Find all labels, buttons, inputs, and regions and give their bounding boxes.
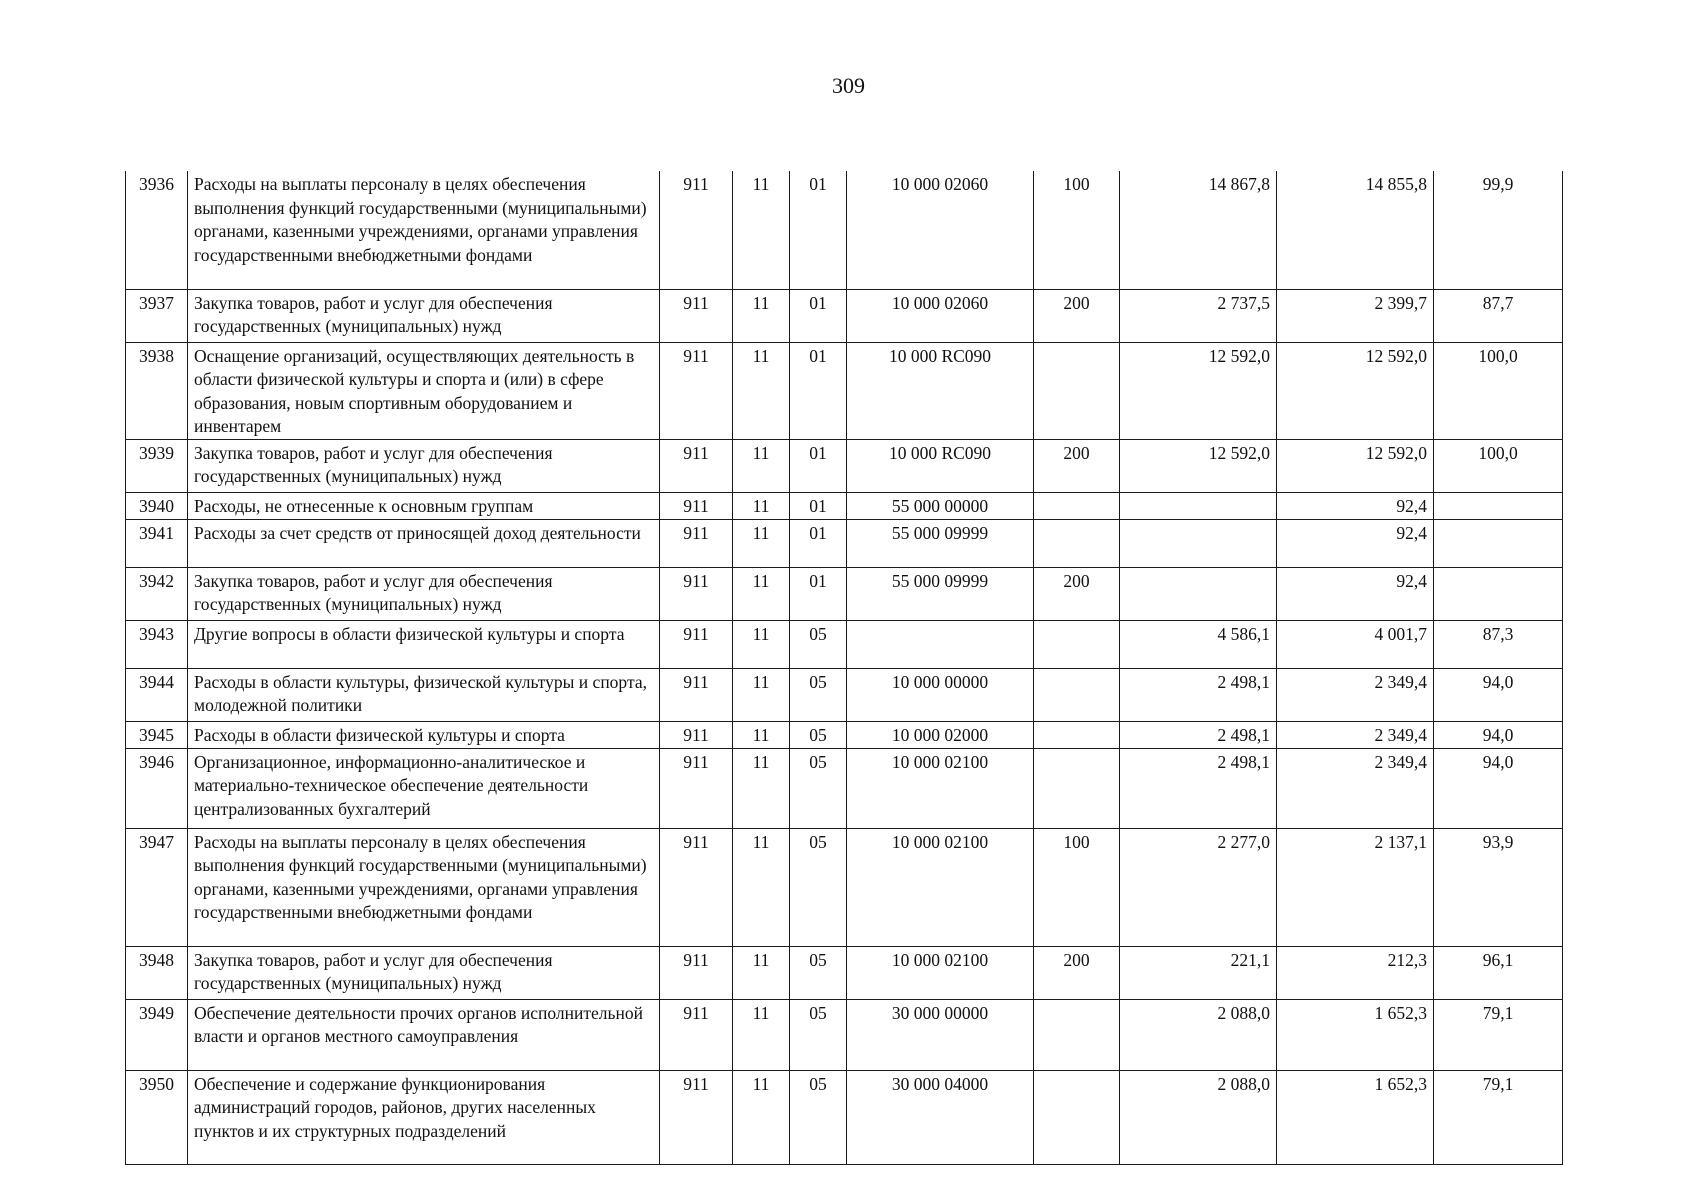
table-row (126, 721, 1563, 748)
target-article-code-cell: 55 000 09999 (847, 567, 1034, 620)
target-article-code-cell: 55 000 09999 (847, 519, 1034, 567)
actual-amount-cell: 2 137,1 (1277, 828, 1434, 946)
section-code-cell: 11 (733, 620, 790, 668)
plan-amount-cell (1120, 519, 1277, 567)
actual-amount-cell: 92,4 (1277, 519, 1434, 567)
target-article-code-cell: 30 000 04000 (847, 1070, 1034, 1164)
expense-type-code-cell (1034, 999, 1120, 1070)
expense-name-cell: Расходы на выплаты персоналу в целях обеспечения выполнения функций государственными (муниципальными) органами, казенными учреждениями, органами управления государственными внебюджетными фондами (188, 171, 660, 289)
plan-amount-cell: 14 867,8 (1120, 171, 1277, 289)
expense-name-cell: Расходы в области культуры, физической культуры и спорта, молодежной политики (188, 668, 660, 721)
section-code-cell: 11 (733, 721, 790, 748)
subsection-code-cell: 05 (790, 620, 847, 668)
plan-amount-cell (1120, 492, 1277, 519)
ved-code-cell: 911 (660, 519, 733, 567)
section-code-cell: 11 (733, 519, 790, 567)
target-article-code-cell: 10 000 02060 (847, 171, 1034, 289)
expense-name-cell: Закупка товаров, работ и услуг для обеспечения государственных (муниципальных) нужд (188, 567, 660, 620)
execution-percent-cell: 87,3 (1434, 620, 1563, 668)
expense-name-cell: Расходы на выплаты персоналу в целях обеспечения выполнения функций государственными (муниципальными) органами, казенными учреждениями, органами управления государственными внебюджетными фондами (188, 828, 660, 946)
expense-name-cell: Расходы в области физической культуры и спорта (188, 721, 660, 748)
ved-code-cell: 911 (660, 828, 733, 946)
actual-amount-cell: 4 001,7 (1277, 620, 1434, 668)
row-number-cell: 3940 (126, 492, 188, 519)
actual-amount-cell: 92,4 (1277, 567, 1434, 620)
expense-name-cell: Другие вопросы в области физической культуры и спорта (188, 620, 660, 668)
table-row (126, 439, 1563, 492)
actual-amount-cell: 2 399,7 (1277, 289, 1434, 342)
execution-percent-cell: 87,7 (1434, 289, 1563, 342)
section-code-cell: 11 (733, 748, 790, 828)
target-article-code-cell: 10 000 02100 (847, 828, 1034, 946)
row-number-cell: 3942 (126, 567, 188, 620)
section-code-cell: 11 (733, 439, 790, 492)
expense-type-code-cell (1034, 721, 1120, 748)
execution-percent-cell: 100,0 (1434, 342, 1563, 439)
row-number-cell: 3939 (126, 439, 188, 492)
table-row (126, 999, 1563, 1070)
actual-amount-cell: 2 349,4 (1277, 721, 1434, 748)
expense-name-cell: Расходы, не отнесенные к основным группам (188, 492, 660, 519)
row-number-cell: 3937 (126, 289, 188, 342)
row-number-cell: 3943 (126, 620, 188, 668)
subsection-code-cell: 05 (790, 721, 847, 748)
row-number-cell: 3944 (126, 668, 188, 721)
target-article-code-cell: 30 000 00000 (847, 999, 1034, 1070)
ved-code-cell: 911 (660, 748, 733, 828)
target-article-code-cell: 10 000 RC090 (847, 342, 1034, 439)
target-article-code-cell: 10 000 02100 (847, 748, 1034, 828)
expense-name-cell: Закупка товаров, работ и услуг для обеспечения государственных (муниципальных) нужд (188, 439, 660, 492)
plan-amount-cell: 2 088,0 (1120, 999, 1277, 1070)
row-number-cell: 3948 (126, 946, 188, 999)
plan-amount-cell: 12 592,0 (1120, 342, 1277, 439)
table-row (126, 668, 1563, 721)
execution-percent-cell: 96,1 (1434, 946, 1563, 999)
plan-amount-cell: 221,1 (1120, 946, 1277, 999)
section-code-cell: 11 (733, 828, 790, 946)
row-number-cell: 3949 (126, 999, 188, 1070)
target-article-code-cell: 55 000 00000 (847, 492, 1034, 519)
target-article-code-cell: 10 000 02000 (847, 721, 1034, 748)
subsection-code-cell: 01 (790, 519, 847, 567)
plan-amount-cell: 2 737,5 (1120, 289, 1277, 342)
ved-code-cell: 911 (660, 1070, 733, 1164)
subsection-code-cell: 01 (790, 289, 847, 342)
actual-amount-cell: 212,3 (1277, 946, 1434, 999)
expense-type-code-cell: 200 (1034, 567, 1120, 620)
subsection-code-cell: 01 (790, 342, 847, 439)
target-article-code-cell: 10 000 00000 (847, 668, 1034, 721)
execution-percent-cell: 79,1 (1434, 999, 1563, 1070)
section-code-cell: 11 (733, 999, 790, 1070)
execution-percent-cell: 79,1 (1434, 1070, 1563, 1164)
expense-type-code-cell: 200 (1034, 289, 1120, 342)
expense-name-cell: Расходы за счет средств от приносящей доход деятельности (188, 519, 660, 567)
section-code-cell: 11 (733, 946, 790, 999)
row-number-cell: 3938 (126, 342, 188, 439)
execution-percent-cell (1434, 519, 1563, 567)
row-number-cell: 3936 (126, 171, 188, 289)
expense-type-code-cell (1034, 342, 1120, 439)
subsection-code-cell: 01 (790, 567, 847, 620)
actual-amount-cell: 1 652,3 (1277, 1070, 1434, 1164)
expense-type-code-cell: 200 (1034, 439, 1120, 492)
expense-name-cell: Закупка товаров, работ и услуг для обеспечения государственных (муниципальных) нужд (188, 946, 660, 999)
execution-percent-cell: 94,0 (1434, 748, 1563, 828)
section-code-cell: 11 (733, 567, 790, 620)
table-row (126, 171, 1563, 289)
plan-amount-cell: 2 088,0 (1120, 1070, 1277, 1164)
execution-percent-cell: 94,0 (1434, 668, 1563, 721)
subsection-code-cell: 01 (790, 492, 847, 519)
table-body (126, 171, 1563, 1164)
plan-amount-cell: 2 498,1 (1120, 721, 1277, 748)
section-code-cell: 11 (733, 668, 790, 721)
budget-table (125, 171, 1563, 1165)
section-code-cell: 11 (733, 492, 790, 519)
execution-percent-cell: 99,9 (1434, 171, 1563, 289)
expense-name-cell: Закупка товаров, работ и услуг для обеспечения государственных (муниципальных) нужд (188, 289, 660, 342)
subsection-code-cell: 01 (790, 439, 847, 492)
section-code-cell: 11 (733, 289, 790, 342)
expense-type-code-cell: 100 (1034, 171, 1120, 289)
row-number-cell: 3946 (126, 748, 188, 828)
target-article-code-cell: 10 000 02100 (847, 946, 1034, 999)
expense-name-cell: Оснащение организаций, осуществляющих деятельность в области физической культуры и спорта и (или) в сфере образования, новым спортивным оборудованием и инвентарем (188, 342, 660, 439)
expense-name-cell: Обеспечение деятельности прочих органов исполнительной власти и органов местного самоуправления (188, 999, 660, 1070)
execution-percent-cell: 100,0 (1434, 439, 1563, 492)
expense-type-code-cell (1034, 1070, 1120, 1164)
table-row (126, 946, 1563, 999)
target-article-code-cell (847, 620, 1034, 668)
section-code-cell: 11 (733, 171, 790, 289)
subsection-code-cell: 05 (790, 668, 847, 721)
expense-type-code-cell: 200 (1034, 946, 1120, 999)
page-number: 309 (832, 73, 865, 98)
execution-percent-cell (1434, 492, 1563, 519)
target-article-code-cell: 10 000 02060 (847, 289, 1034, 342)
plan-amount-cell (1120, 567, 1277, 620)
subsection-code-cell: 05 (790, 946, 847, 999)
table-row (126, 289, 1563, 342)
section-code-cell: 11 (733, 1070, 790, 1164)
plan-amount-cell: 2 498,1 (1120, 748, 1277, 828)
expense-name-cell: Обеспечение и содержание функционирования администраций городов, районов, других населенных пунктов и их структурных подразделений (188, 1070, 660, 1164)
target-article-code-cell: 10 000 RC090 (847, 439, 1034, 492)
ved-code-cell: 911 (660, 567, 733, 620)
ved-code-cell: 911 (660, 171, 733, 289)
expense-type-code-cell (1034, 748, 1120, 828)
row-number-cell: 3947 (126, 828, 188, 946)
expense-type-code-cell: 100 (1034, 828, 1120, 946)
actual-amount-cell: 14 855,8 (1277, 171, 1434, 289)
plan-amount-cell: 2 498,1 (1120, 668, 1277, 721)
actual-amount-cell: 12 592,0 (1277, 342, 1434, 439)
execution-percent-cell: 93,9 (1434, 828, 1563, 946)
expense-type-code-cell (1034, 519, 1120, 567)
expense-name-cell: Организационное, информационно-аналитическое и материально-техническое обеспечение деятельности централизованных бухгалтерий (188, 748, 660, 828)
section-code-cell: 11 (733, 342, 790, 439)
table-row (126, 567, 1563, 620)
actual-amount-cell: 2 349,4 (1277, 748, 1434, 828)
actual-amount-cell: 1 652,3 (1277, 999, 1434, 1070)
table-row (126, 620, 1563, 668)
table-row (126, 342, 1563, 439)
subsection-code-cell: 05 (790, 748, 847, 828)
actual-amount-cell: 12 592,0 (1277, 439, 1434, 492)
row-number-cell: 3945 (126, 721, 188, 748)
ved-code-cell: 911 (660, 721, 733, 748)
ved-code-cell: 911 (660, 342, 733, 439)
row-number-cell: 3950 (126, 1070, 188, 1164)
plan-amount-cell: 12 592,0 (1120, 439, 1277, 492)
table-row (126, 519, 1563, 567)
execution-percent-cell (1434, 567, 1563, 620)
expense-type-code-cell (1034, 668, 1120, 721)
ved-code-cell: 911 (660, 668, 733, 721)
ved-code-cell: 911 (660, 999, 733, 1070)
ved-code-cell: 911 (660, 620, 733, 668)
subsection-code-cell: 05 (790, 828, 847, 946)
ved-code-cell: 911 (660, 439, 733, 492)
subsection-code-cell: 01 (790, 171, 847, 289)
expense-type-code-cell (1034, 492, 1120, 519)
subsection-code-cell: 05 (790, 1070, 847, 1164)
actual-amount-cell: 92,4 (1277, 492, 1434, 519)
table-row (126, 1070, 1563, 1164)
ved-code-cell: 911 (660, 492, 733, 519)
plan-amount-cell: 2 277,0 (1120, 828, 1277, 946)
expense-type-code-cell (1034, 620, 1120, 668)
table-row (126, 828, 1563, 946)
execution-percent-cell: 94,0 (1434, 721, 1563, 748)
table-row (126, 492, 1563, 519)
row-number-cell: 3941 (126, 519, 188, 567)
ved-code-cell: 911 (660, 946, 733, 999)
subsection-code-cell: 05 (790, 999, 847, 1070)
ved-code-cell: 911 (660, 289, 733, 342)
table-row (126, 748, 1563, 828)
actual-amount-cell: 2 349,4 (1277, 668, 1434, 721)
plan-amount-cell: 4 586,1 (1120, 620, 1277, 668)
